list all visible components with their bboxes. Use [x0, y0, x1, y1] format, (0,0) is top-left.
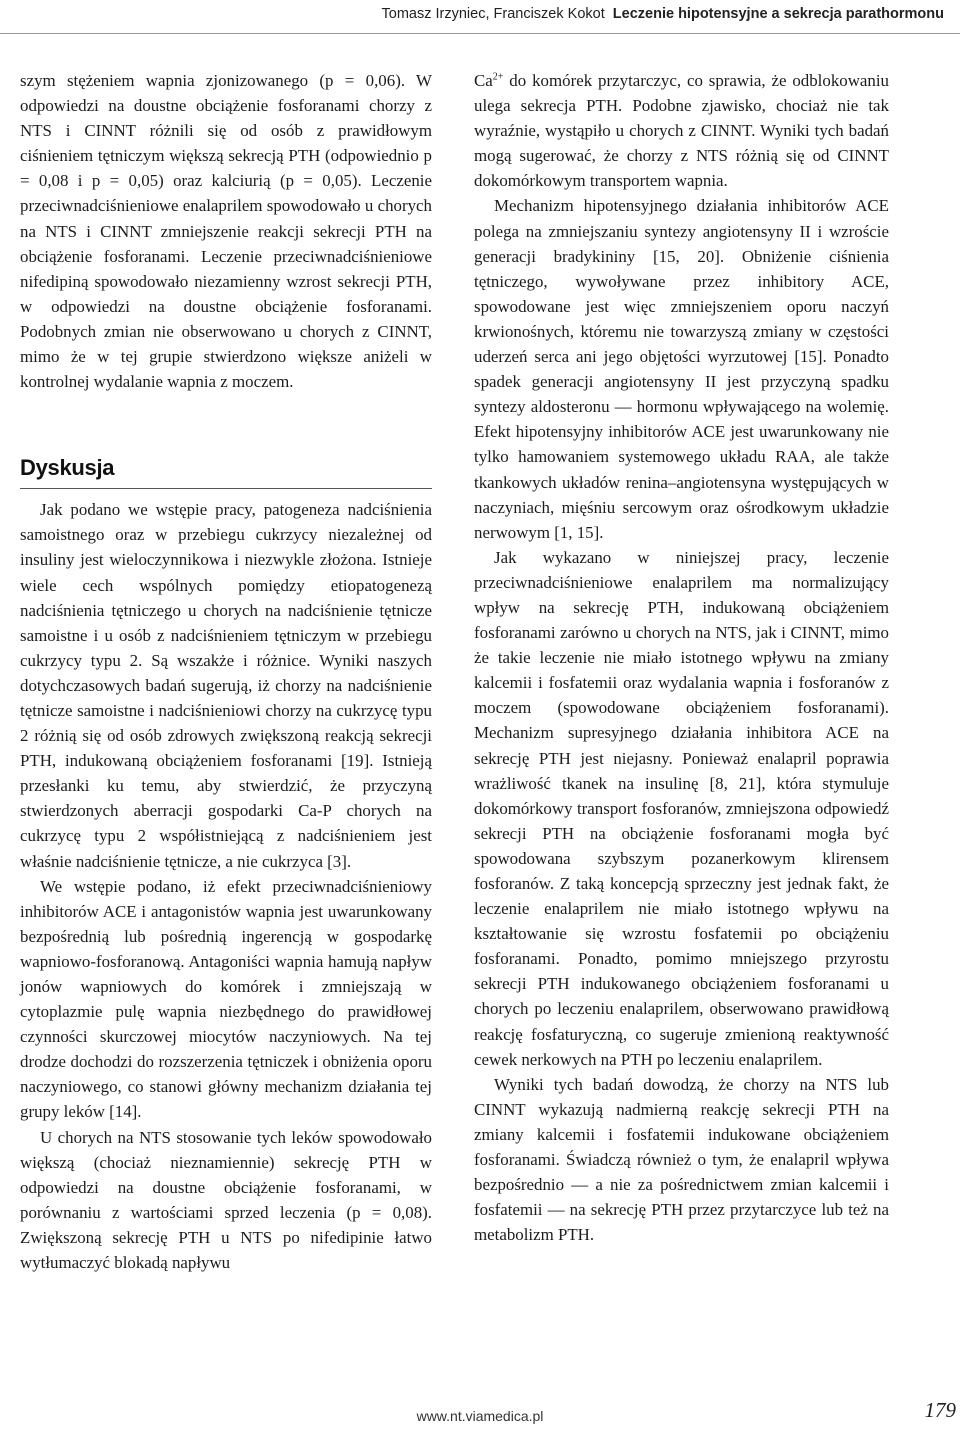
section-title-dyskusja [20, 454, 432, 489]
right-paragraph-3: Jak wykazano w niniejszej pracy, leczenie przeciwnadciśnieniowe enalaprilem ma normalizujący wpływ na sekrecję PTH, indukowaną obciążeniem fosforanami zarówno u chorych na NTS, jak i CINNT, mimo że takie leczenie nie miało istotnego wpływu na zmiany kalcemii i fosfatemii oraz wydalania wapnia i fosforanów z moczem (spowodowane obciążeniem fosforanami). Mechanizm supresyjnego działania inhibitora ACE na sekrecję PTH jest niejasny. Ponieważ enalapril poprawia wrażliwość tkanek na insulinę [8, 21], która stymuluje dokomórkowy transport fosforanów, zmniejszona odpowiedź sekrecji PTH na obciążenie fosforanami mogła być spowodowana szybszym pozanerkowym klirensem fosforanów. Z taką koncepcją sprzeczny jest jednak fakt, że leczenie enalaprilem nie miało istotnego wpływu na kształtowanie się wzrostu fosfatemii po obciążeniu fosforanami. Ponadto, pomimo mniejszego przyrostu sekrecji PTH indukowanego obciążeniem fosforanami u chorych po leczeniu enalaprilem, obserwowano prawidłową reakcję fosfaturyczną, co sugeruje zmienioną reaktywność cewek nerkowych na PTH po leczeniu enalaprilem. [474, 547, 889, 1069]
left-paragraph-3: We wstępie podano, iż efekt przeciwnadciśnieniowy inhibitorów ACE i antagonistów wapnia jest uwarunkowany bezpośrednią lub pośrednią ingerencją w gospodarkę wapniowo-fosforanową. Antagoniści wapnia hamują napływ jonów wapniowych do komórek i zmniejszają w cytoplazmie pulę wapnia niezbędnego do prawidłowej czynności skurczowej miocytów naczyniowych. Na tej drodze dochodzi do rozszerzenia tętniczek i obniżenia oporu naczyniowego, co stanowi główny mechanizm działania tej grupy leków [14]. [20, 876, 432, 1122]
left-paragraph-2: Jak podano we wstępie pracy, patogeneza nadciśnienia samoistnego oraz w przebiegu cukrzycy niezależnej od insuliny jest wieloczynnikowa i niezwykle złożona. Istnieje wiele cech wspólnych pomiędzy etiopatogenezą nadciśnienia tętniczego u chorych na nadciśnienie tętnicze samoistne i u osób z nadciśnieniem tętniczym w przebiegu cukrzycy typu 2. Są wszakże i różnice. Wyniki naszych dotychczasowych badań sugerują, iż chorzy na nadciśnienie tętnicze samoistne i nadciśnieniowi chorzy na cukrzycę typu 2 różnią się od osób zdrowych zwiększoną reakcją sekrecji PTH, indukowaną obciążeniem fosforanami [19]. Istnieją przesłanki ku temu, aby stwierdzić, że przyczyną stwierdzonych aberracji gospodarki Ca-P chorych na cukrzycę typu 2 współistniejącą z nadciśnieniem jest właśnie nadciśnienie tętnicze, a nie cukrzyca [3]. [20, 500, 432, 871]
right-paragraph-2: Mechanizm hipotensyjnego działania inhibitorów ACE polega na zmniejszaniu syntezy angiotensyny II i wzroście generacji bradykininy [15, 20]. Obniżenie ciśnienia tętniczego, wywoływane przez inhibitory ACE, spowodowane jest więc zmniejszeniem oporu naczyń krwionośnych, któremu nie towarzyszą zmiany w częstości uderzeń serca ani jego objętości wyrzutowej [15]. Ponadto spadek generacji angiotensyny II jest przyczyną spadku syntezy aldosteronu — hormonu wpływającego na wolemię. Efekt hipotensyjny inhibitorów ACE jest uwarunkowany nie tylko hamowaniem systemowego układu RAA, ale także tkankowych układów renina–angiotensyna występujących w naczyniach, mięśniu sercowym oraz ośrodkowym układzie nerwowym [1, 15]. [474, 196, 889, 542]
left-column [20, 68, 432, 1275]
right-paragraph-4: Wyniki tych badań dowodzą, że chorzy na NTS lub CINNT wykazują nadmierną reakcję sekrecji PTH na zmiany kalcemii i fosfatemii indukowane obciążeniem fosforanami. Świadczą również o tym, że enalapril wpływa bezpośrednio — a nie za pośrednictwem zmian kalcemii i fosfatemii — na sekrecję PTH przez przytarczyce lub też na metabolizm PTH. [474, 1074, 889, 1245]
journal-url: www.nt.viamedica.pl [416, 1408, 544, 1424]
header-authors: Tomasz Irzyniec, Franciszek Kokot [381, 6, 605, 22]
left-paragraph-4: U chorych na NTS stosowanie tych leków spowodowało większą (chociaż nieznamiennie) sekrecję PTH w odpowiedzi na doustne obciążenie fosforanami, w porównaniu z wartościami sprzed leczenia (p = 0,08). Zwiększoną sekrecję PTH u NTS po nifedipinie łatwo wytłumaczyć blokadą napływu [20, 1127, 432, 1273]
left-paragraph-1: szym stężeniem wapnia zjonizowanego (p = 0,06). W odpowiedzi na doustne obciążenie fosforanami chorzy z NTS i CINNT różnili się od osób z prawidłowym ciśnieniem tętniczym większą sekrecją PTH (odpowiednio p = 0,08 i p = 0,05) oraz kalciurią (p = 0,05). Leczenie przeciwnadciśnieniowe enalaprilem spowodowało u chorych na NTS i CINNT zmniejszenie reakcji sekrecji PTH na obciążenie fosforanami. Leczenie przeciwnadciśnieniowe nifedipiną spowodowało niezamienny wzrost sekrecji PTH, w odpowiedzi na doustne obciążenie fosforanami. Podobnych zmian nie obserwowano u chorych z CINNT, mimo że w tej grupie stwierdzono większe aniżeli w kontrolnej wydalanie wapnia z moczem. [20, 71, 432, 392]
header-title: Leczenie hipotensyjne a sekrecja parathormonu [612, 6, 944, 22]
header-divider [0, 33, 960, 34]
page-number: 179 [924, 1398, 956, 1422]
calcium-charge: 2+ [492, 71, 504, 83]
right-column [474, 68, 889, 1247]
running-header [0, 0, 944, 28]
right-paragraph-1-text: do komórek przytarczyc, co sprawia, że odblokowaniu ulega sekrecja PTH. Podobne zjawisko, chociaż nie tak wyraźnie, wystąpiło u chorych z CINNT. Wyniki tych badań mogą sugerować, że chorzy z NTS różnią się od CINNT dokomórkowym transportem wapnia. [474, 71, 889, 191]
section-title-text: Dyskusja [20, 455, 115, 481]
right-paragraph-1 [474, 68, 889, 193]
calcium-symbol: Ca [474, 71, 493, 90]
